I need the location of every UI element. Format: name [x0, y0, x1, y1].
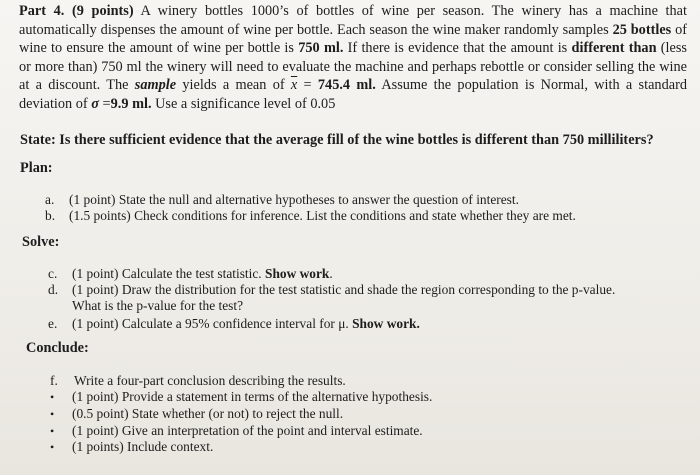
conclude-heading: Conclude:: [26, 340, 89, 356]
bullet-icon: •: [50, 407, 55, 421]
bullet-icon: •: [50, 390, 55, 404]
problem-statement: Part 4. (9 points) A winery bottles 1000’s of bottles of wine per season. The winery has a machine that automatically dispenses the amount of wine per bottle. Each season the wine maker randomly samples 25 bottles of wine to ensure the amount of wine per bottle is 750 ml. If there is evidence that the amount is different than (less or more than) 750 ml the winery will need to evaluate the machine and perhaps rebottle or consider selling the wine at a discount. The sample yields a mean of $\overline{x} = 745.4$ ml. Assume the population is Normal, with a standard deviation of σ =9.9 ml. Use a significance level of 0.05: [19, 3, 688, 112]
conclude-bullet-3: • (1 point) Give an interpretation of the point and interval estimate.: [50, 423, 423, 438]
conclude-bullet-2: • (0.5 point) State whether (or not) to reject the null.: [50, 406, 344, 421]
solve-item-d-continued: What is the p-value for the test?: [72, 298, 244, 313]
plan-heading: Plan:: [20, 160, 53, 176]
plan-item-b: b. (1.5 points) Check conditions for inference. List the conditions and state whether they are met.: [45, 208, 576, 223]
conclude-bullet-4: • (1 points) Include context.: [50, 439, 214, 454]
part-label: Part 4. (9 points): [19, 3, 134, 19]
sigma-symbol: σ: [91, 95, 99, 112]
xbar-symbol: $\overline{x}$: [290, 77, 298, 94]
bullet-icon: •: [50, 424, 55, 438]
conclude-item-f: f. Write a four-part conclusion describing the results.: [50, 373, 346, 388]
state-question: State: Is there sufficient evidence that the average fill of the wine bottles is different than 750 milliliters?: [20, 132, 654, 148]
solve-item-e: e. (1 point) Calculate a 95% confidence interval for μ. Show work.: [48, 316, 420, 331]
bullet-icon: •: [50, 440, 55, 454]
solve-heading: Solve:: [22, 234, 60, 250]
solve-item-c: c. (1 point) Calculate the test statistic. Show work.: [48, 266, 333, 281]
conclude-bullet-1: • (1 point) Provide a statement in terms of the alternative hypothesis.: [50, 389, 433, 404]
plan-item-a: a. (1 point) State the null and alternative hypotheses to answer the question of interest.: [45, 192, 519, 207]
solve-item-d: d. (1 point) Draw the distribution for the test statistic and shade the region corresponding to the p-value.: [48, 282, 616, 297]
